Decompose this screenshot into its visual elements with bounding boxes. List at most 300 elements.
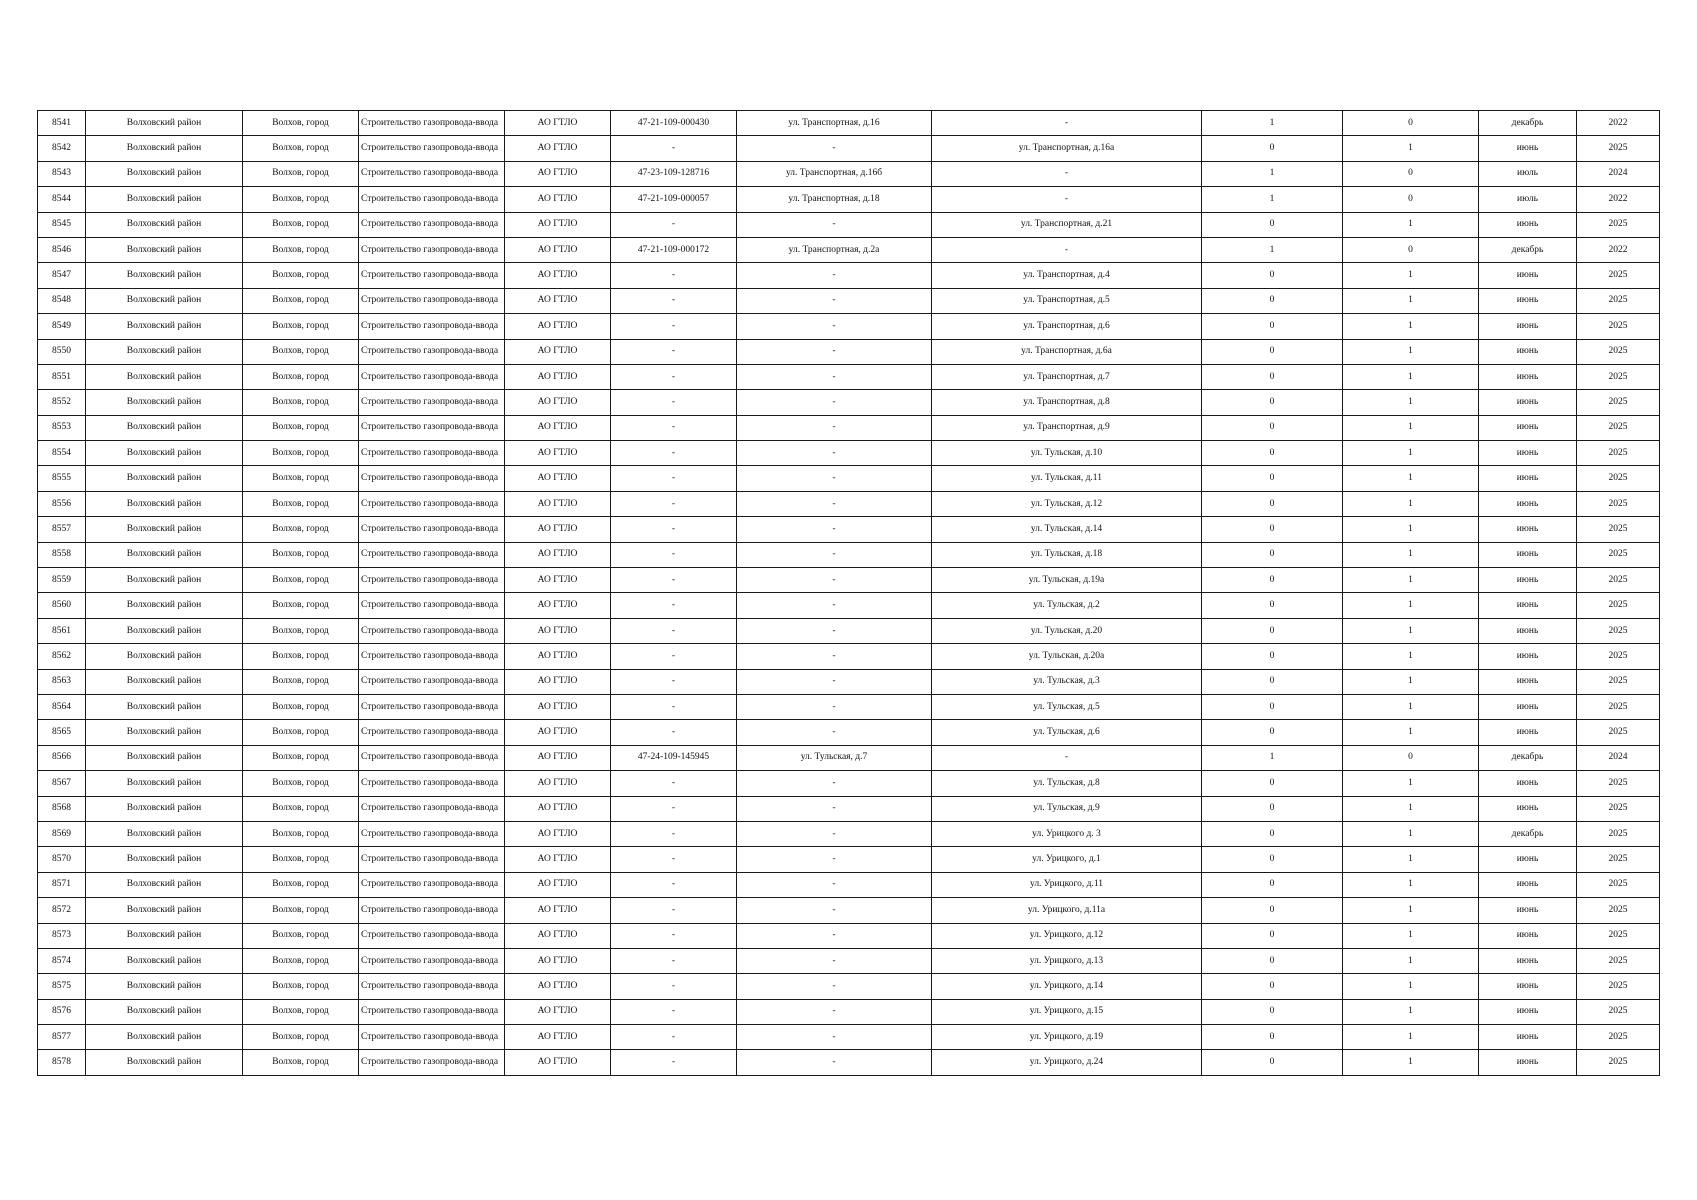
organization-cell: АО ГТЛО — [505, 898, 611, 923]
district-cell: Волховский район — [86, 364, 243, 389]
year-cell: 2025 — [1577, 872, 1660, 897]
cadastral-code-cell: - — [611, 644, 737, 669]
cadastral-code-cell: - — [611, 517, 737, 542]
year-cell: 2025 — [1577, 948, 1660, 973]
month-cell: декабрь — [1479, 237, 1577, 262]
register-table-body — [38, 111, 1660, 1076]
month-cell: июнь — [1479, 898, 1577, 923]
planned-count-cell: 0 — [1343, 237, 1479, 262]
month-cell: июнь — [1479, 1050, 1577, 1075]
row-number-cell: 8571 — [38, 872, 86, 897]
organization-cell: АО ГТЛО — [505, 821, 611, 846]
planned-count-cell: 1 — [1343, 821, 1479, 846]
year-cell: 2025 — [1577, 771, 1660, 796]
completed-count-cell: 0 — [1202, 948, 1343, 973]
planned-address-cell: ул. Урицкого, д.24 — [932, 1050, 1202, 1075]
organization-cell: АО ГТЛО — [505, 517, 611, 542]
table-row — [38, 161, 1660, 186]
month-cell: июнь — [1479, 212, 1577, 237]
completed-count-cell: 0 — [1202, 923, 1343, 948]
district-cell: Волховский район — [86, 161, 243, 186]
district-cell: Волховский район — [86, 720, 243, 745]
year-cell: 2025 — [1577, 847, 1660, 872]
year-cell: 2025 — [1577, 542, 1660, 567]
row-number-cell: 8541 — [38, 111, 86, 136]
month-cell: июнь — [1479, 720, 1577, 745]
cadastral-code-cell: 47-23-109-128716 — [611, 161, 737, 186]
planned-count-cell: 1 — [1343, 441, 1479, 466]
work-type-cell: Строительство газопровода-ввода — [359, 390, 505, 415]
district-cell: Волховский район — [86, 111, 243, 136]
connected-address-cell: - — [737, 466, 932, 491]
connected-address-cell: - — [737, 568, 932, 593]
table-row — [38, 771, 1660, 796]
connected-address-cell: - — [737, 644, 932, 669]
cadastral-code-cell: - — [611, 491, 737, 516]
month-cell: июнь — [1479, 796, 1577, 821]
month-cell: июль — [1479, 161, 1577, 186]
connected-address-cell: - — [737, 948, 932, 973]
locality-cell: Волхов, город — [243, 771, 359, 796]
month-cell: июнь — [1479, 593, 1577, 618]
locality-cell: Волхов, город — [243, 237, 359, 262]
district-cell: Волховский район — [86, 618, 243, 643]
planned-count-cell: 1 — [1343, 974, 1479, 999]
district-cell: Волховский район — [86, 974, 243, 999]
table-row — [38, 187, 1660, 212]
work-type-cell: Строительство газопровода-ввода — [359, 263, 505, 288]
district-cell: Волховский район — [86, 948, 243, 973]
table-row — [38, 491, 1660, 516]
work-type-cell: Строительство газопровода-ввода — [359, 339, 505, 364]
locality-cell: Волхов, город — [243, 745, 359, 770]
organization-cell: АО ГТЛО — [505, 339, 611, 364]
table-row — [38, 644, 1660, 669]
row-number-cell: 8550 — [38, 339, 86, 364]
locality-cell: Волхов, город — [243, 948, 359, 973]
table-row — [38, 872, 1660, 897]
planned-count-cell: 1 — [1343, 948, 1479, 973]
locality-cell: Волхов, город — [243, 263, 359, 288]
locality-cell: Волхов, город — [243, 796, 359, 821]
month-cell: июль — [1479, 187, 1577, 212]
table-row — [38, 821, 1660, 846]
year-cell: 2025 — [1577, 796, 1660, 821]
row-number-cell: 8558 — [38, 542, 86, 567]
planned-count-cell: 1 — [1343, 593, 1479, 618]
table-row — [38, 136, 1660, 161]
year-cell: 2025 — [1577, 1025, 1660, 1050]
connected-address-cell: ул. Тульская, д.7 — [737, 745, 932, 770]
organization-cell: АО ГТЛО — [505, 669, 611, 694]
month-cell: июнь — [1479, 568, 1577, 593]
locality-cell: Волхов, город — [243, 339, 359, 364]
table-row — [38, 847, 1660, 872]
district-cell: Волховский район — [86, 136, 243, 161]
district-cell: Волховский район — [86, 593, 243, 618]
table-row — [38, 618, 1660, 643]
planned-address-cell: ул. Транспортная, д.21 — [932, 212, 1202, 237]
completed-count-cell: 0 — [1202, 288, 1343, 313]
year-cell: 2025 — [1577, 669, 1660, 694]
district-cell: Волховский район — [86, 212, 243, 237]
month-cell: июнь — [1479, 974, 1577, 999]
organization-cell: АО ГТЛО — [505, 415, 611, 440]
planned-address-cell: - — [932, 161, 1202, 186]
table-row — [38, 339, 1660, 364]
planned-address-cell: ул. Тульская, д.14 — [932, 517, 1202, 542]
planned-address-cell: ул. Тульская, д.8 — [932, 771, 1202, 796]
work-type-cell: Строительство газопровода-ввода — [359, 136, 505, 161]
planned-count-cell: 1 — [1343, 771, 1479, 796]
locality-cell: Волхов, город — [243, 644, 359, 669]
year-cell: 2025 — [1577, 694, 1660, 719]
connected-address-cell: - — [737, 1025, 932, 1050]
table-row — [38, 898, 1660, 923]
month-cell: декабрь — [1479, 821, 1577, 846]
year-cell: 2025 — [1577, 314, 1660, 339]
planned-count-cell: 0 — [1343, 111, 1479, 136]
locality-cell: Волхов, город — [243, 136, 359, 161]
planned-count-cell: 1 — [1343, 339, 1479, 364]
completed-count-cell: 0 — [1202, 542, 1343, 567]
locality-cell: Волхов, город — [243, 314, 359, 339]
row-number-cell: 8556 — [38, 491, 86, 516]
table-row — [38, 593, 1660, 618]
year-cell: 2025 — [1577, 974, 1660, 999]
month-cell: июнь — [1479, 263, 1577, 288]
table-row — [38, 1050, 1660, 1075]
locality-cell: Волхов, город — [243, 390, 359, 415]
work-type-cell: Строительство газопровода-ввода — [359, 288, 505, 313]
table-row — [38, 796, 1660, 821]
year-cell: 2025 — [1577, 136, 1660, 161]
completed-count-cell: 0 — [1202, 466, 1343, 491]
completed-count-cell: 0 — [1202, 415, 1343, 440]
work-type-cell: Строительство газопровода-ввода — [359, 694, 505, 719]
district-cell: Волховский район — [86, 491, 243, 516]
planned-count-cell: 1 — [1343, 796, 1479, 821]
cadastral-code-cell: - — [611, 948, 737, 973]
work-type-cell: Строительство газопровода-ввода — [359, 161, 505, 186]
planned-count-cell: 1 — [1343, 314, 1479, 339]
row-number-cell: 8545 — [38, 212, 86, 237]
row-number-cell: 8553 — [38, 415, 86, 440]
work-type-cell: Строительство газопровода-ввода — [359, 669, 505, 694]
month-cell: июнь — [1479, 923, 1577, 948]
district-cell: Волховский район — [86, 923, 243, 948]
district-cell: Волховский район — [86, 847, 243, 872]
year-cell: 2024 — [1577, 745, 1660, 770]
work-type-cell: Строительство газопровода-ввода — [359, 491, 505, 516]
table-row — [38, 212, 1660, 237]
month-cell: июнь — [1479, 771, 1577, 796]
planned-address-cell: ул. Урицкого, д.13 — [932, 948, 1202, 973]
year-cell: 2025 — [1577, 390, 1660, 415]
table-row — [38, 745, 1660, 770]
planned-address-cell: - — [932, 111, 1202, 136]
completed-count-cell: 0 — [1202, 364, 1343, 389]
district-cell: Волховский район — [86, 542, 243, 567]
table-row — [38, 466, 1660, 491]
row-number-cell: 8566 — [38, 745, 86, 770]
planned-count-cell: 1 — [1343, 847, 1479, 872]
organization-cell: АО ГТЛО — [505, 1025, 611, 1050]
row-number-cell: 8548 — [38, 288, 86, 313]
district-cell: Волховский район — [86, 669, 243, 694]
locality-cell: Волхов, город — [243, 415, 359, 440]
month-cell: июнь — [1479, 415, 1577, 440]
planned-address-cell: ул. Тульская, д.2 — [932, 593, 1202, 618]
cadastral-code-cell: - — [611, 974, 737, 999]
cadastral-code-cell: - — [611, 339, 737, 364]
year-cell: 2025 — [1577, 339, 1660, 364]
cadastral-code-cell: - — [611, 720, 737, 745]
planned-address-cell: ул. Урицкого, д.12 — [932, 923, 1202, 948]
cadastral-code-cell: 47-21-109-000430 — [611, 111, 737, 136]
planned-address-cell: - — [932, 745, 1202, 770]
planned-address-cell: ул. Транспортная, д.6 — [932, 314, 1202, 339]
work-type-cell: Строительство газопровода-ввода — [359, 441, 505, 466]
connected-address-cell: - — [737, 542, 932, 567]
cadastral-code-cell: - — [611, 568, 737, 593]
table-row — [38, 263, 1660, 288]
planned-address-cell: ул. Транспортная, д.6а — [932, 339, 1202, 364]
completed-count-cell: 0 — [1202, 771, 1343, 796]
connected-address-cell: - — [737, 923, 932, 948]
connected-address-cell: ул. Транспортная, д.16б — [737, 161, 932, 186]
month-cell: июнь — [1479, 618, 1577, 643]
cadastral-code-cell: - — [611, 542, 737, 567]
planned-address-cell: ул. Тульская, д.9 — [932, 796, 1202, 821]
planned-address-cell: ул. Тульская, д.3 — [932, 669, 1202, 694]
completed-count-cell: 0 — [1202, 974, 1343, 999]
year-cell: 2025 — [1577, 441, 1660, 466]
work-type-cell: Строительство газопровода-ввода — [359, 644, 505, 669]
organization-cell: АО ГТЛО — [505, 872, 611, 897]
month-cell: июнь — [1479, 517, 1577, 542]
cadastral-code-cell: - — [611, 466, 737, 491]
planned-address-cell: ул. Транспортная, д.7 — [932, 364, 1202, 389]
locality-cell: Волхов, город — [243, 491, 359, 516]
work-type-cell: Строительство газопровода-ввода — [359, 821, 505, 846]
organization-cell: АО ГТЛО — [505, 974, 611, 999]
organization-cell: АО ГТЛО — [505, 923, 611, 948]
planned-count-cell: 1 — [1343, 390, 1479, 415]
completed-count-cell: 0 — [1202, 720, 1343, 745]
cadastral-code-cell: - — [611, 212, 737, 237]
completed-count-cell: 0 — [1202, 669, 1343, 694]
work-type-cell: Строительство газопровода-ввода — [359, 771, 505, 796]
cadastral-code-cell: - — [611, 263, 737, 288]
row-number-cell: 8575 — [38, 974, 86, 999]
year-cell: 2025 — [1577, 517, 1660, 542]
organization-cell: АО ГТЛО — [505, 568, 611, 593]
connected-address-cell: ул. Транспортная, д.18 — [737, 187, 932, 212]
month-cell: июнь — [1479, 644, 1577, 669]
district-cell: Волховский район — [86, 821, 243, 846]
year-cell: 2025 — [1577, 466, 1660, 491]
completed-count-cell: 0 — [1202, 999, 1343, 1024]
table-row — [38, 517, 1660, 542]
cadastral-code-cell: - — [611, 136, 737, 161]
planned-count-cell: 1 — [1343, 923, 1479, 948]
row-number-cell: 8574 — [38, 948, 86, 973]
planned-address-cell: ул. Урицкого, д.1 — [932, 847, 1202, 872]
locality-cell: Волхов, город — [243, 542, 359, 567]
district-cell: Волховский район — [86, 1025, 243, 1050]
work-type-cell: Строительство газопровода-ввода — [359, 212, 505, 237]
organization-cell: АО ГТЛО — [505, 1050, 611, 1075]
month-cell: июнь — [1479, 441, 1577, 466]
planned-address-cell: ул. Тульская, д.20 — [932, 618, 1202, 643]
organization-cell: АО ГТЛО — [505, 111, 611, 136]
locality-cell: Волхов, город — [243, 212, 359, 237]
month-cell: декабрь — [1479, 111, 1577, 136]
organization-cell: АО ГТЛО — [505, 364, 611, 389]
planned-count-cell: 1 — [1343, 618, 1479, 643]
planned-count-cell: 1 — [1343, 898, 1479, 923]
row-number-cell: 8551 — [38, 364, 86, 389]
locality-cell: Волхов, город — [243, 669, 359, 694]
table-row — [38, 974, 1660, 999]
district-cell: Волховский район — [86, 466, 243, 491]
locality-cell: Волхов, город — [243, 466, 359, 491]
cadastral-code-cell: - — [611, 441, 737, 466]
completed-count-cell: 0 — [1202, 568, 1343, 593]
organization-cell: АО ГТЛО — [505, 288, 611, 313]
planned-address-cell: - — [932, 187, 1202, 212]
connected-address-cell: - — [737, 212, 932, 237]
organization-cell: АО ГТЛО — [505, 466, 611, 491]
row-number-cell: 8546 — [38, 237, 86, 262]
work-type-cell: Строительство газопровода-ввода — [359, 593, 505, 618]
connected-address-cell: - — [737, 415, 932, 440]
cadastral-code-cell: - — [611, 415, 737, 440]
month-cell: июнь — [1479, 364, 1577, 389]
organization-cell: АО ГТЛО — [505, 136, 611, 161]
row-number-cell: 8576 — [38, 999, 86, 1024]
organization-cell: АО ГТЛО — [505, 847, 611, 872]
locality-cell: Волхов, город — [243, 618, 359, 643]
work-type-cell: Строительство газопровода-ввода — [359, 745, 505, 770]
planned-address-cell: ул. Тульская, д.5 — [932, 694, 1202, 719]
locality-cell: Волхов, город — [243, 568, 359, 593]
table-row — [38, 415, 1660, 440]
connected-address-cell: - — [737, 694, 932, 719]
year-cell: 2025 — [1577, 263, 1660, 288]
locality-cell: Волхов, город — [243, 441, 359, 466]
district-cell: Волховский район — [86, 999, 243, 1024]
completed-count-cell: 0 — [1202, 1025, 1343, 1050]
completed-count-cell: 0 — [1202, 898, 1343, 923]
completed-count-cell: 0 — [1202, 441, 1343, 466]
organization-cell: АО ГТЛО — [505, 263, 611, 288]
planned-address-cell: ул. Урицкого д. 3 — [932, 821, 1202, 846]
month-cell: июнь — [1479, 314, 1577, 339]
table-row — [38, 288, 1660, 313]
completed-count-cell: 1 — [1202, 111, 1343, 136]
district-cell: Волховский район — [86, 644, 243, 669]
work-type-cell: Строительство газопровода-ввода — [359, 618, 505, 643]
connected-address-cell: - — [737, 390, 932, 415]
organization-cell: АО ГТЛО — [505, 796, 611, 821]
planned-address-cell: ул. Транспортная, д.5 — [932, 288, 1202, 313]
connected-address-cell: - — [737, 288, 932, 313]
month-cell: июнь — [1479, 999, 1577, 1024]
row-number-cell: 8543 — [38, 161, 86, 186]
work-type-cell: Строительство газопровода-ввода — [359, 1025, 505, 1050]
planned-count-cell: 1 — [1343, 1050, 1479, 1075]
district-cell: Волховский район — [86, 415, 243, 440]
cadastral-code-cell: - — [611, 923, 737, 948]
year-cell: 2025 — [1577, 821, 1660, 846]
cadastral-code-cell: - — [611, 821, 737, 846]
district-cell: Волховский район — [86, 771, 243, 796]
planned-address-cell: ул. Тульская, д.18 — [932, 542, 1202, 567]
planned-address-cell: ул. Урицкого, д.14 — [932, 974, 1202, 999]
planned-address-cell: ул. Тульская, д.6 — [932, 720, 1202, 745]
row-number-cell: 8560 — [38, 593, 86, 618]
completed-count-cell: 0 — [1202, 517, 1343, 542]
year-cell: 2024 — [1577, 161, 1660, 186]
planned-count-cell: 1 — [1343, 491, 1479, 516]
organization-cell: АО ГТЛО — [505, 187, 611, 212]
connected-address-cell: - — [737, 974, 932, 999]
connected-address-cell: ул. Транспортная, д.2а — [737, 237, 932, 262]
planned-count-cell: 1 — [1343, 212, 1479, 237]
row-number-cell: 8547 — [38, 263, 86, 288]
completed-count-cell: 1 — [1202, 187, 1343, 212]
organization-cell: АО ГТЛО — [505, 542, 611, 567]
completed-count-cell: 0 — [1202, 263, 1343, 288]
locality-cell: Волхов, город — [243, 1025, 359, 1050]
planned-count-cell: 1 — [1343, 263, 1479, 288]
table-row — [38, 720, 1660, 745]
month-cell: июнь — [1479, 136, 1577, 161]
row-number-cell: 8573 — [38, 923, 86, 948]
connected-address-cell: - — [737, 136, 932, 161]
locality-cell: Волхов, город — [243, 694, 359, 719]
planned-count-cell: 1 — [1343, 999, 1479, 1024]
organization-cell: АО ГТЛО — [505, 999, 611, 1024]
year-cell: 2025 — [1577, 644, 1660, 669]
cadastral-code-cell: - — [611, 669, 737, 694]
district-cell: Волховский район — [86, 745, 243, 770]
connected-address-cell: - — [737, 339, 932, 364]
work-type-cell: Строительство газопровода-ввода — [359, 720, 505, 745]
completed-count-cell: 0 — [1202, 593, 1343, 618]
connected-address-cell: - — [737, 314, 932, 339]
work-type-cell: Строительство газопровода-ввода — [359, 111, 505, 136]
row-number-cell: 8564 — [38, 694, 86, 719]
year-cell: 2025 — [1577, 364, 1660, 389]
completed-count-cell: 0 — [1202, 821, 1343, 846]
work-type-cell: Строительство газопровода-ввода — [359, 364, 505, 389]
completed-count-cell: 0 — [1202, 694, 1343, 719]
planned-count-cell: 1 — [1343, 542, 1479, 567]
table-row — [38, 542, 1660, 567]
table-row — [38, 999, 1660, 1024]
organization-cell: АО ГТЛО — [505, 644, 611, 669]
cadastral-code-cell: 47-21-109-000172 — [611, 237, 737, 262]
year-cell: 2025 — [1577, 923, 1660, 948]
connected-address-cell: - — [737, 263, 932, 288]
work-type-cell: Строительство газопровода-ввода — [359, 999, 505, 1024]
organization-cell: АО ГТЛО — [505, 237, 611, 262]
cadastral-code-cell: - — [611, 847, 737, 872]
organization-cell: АО ГТЛО — [505, 745, 611, 770]
